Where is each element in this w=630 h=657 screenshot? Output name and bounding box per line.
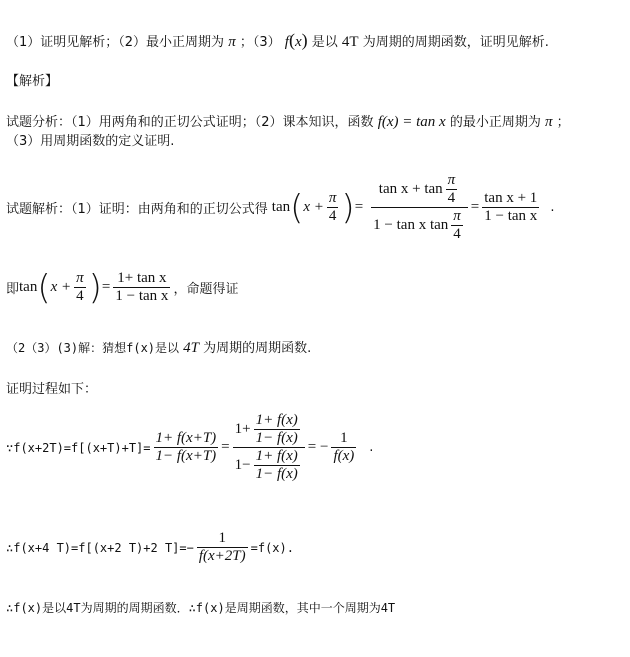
- pi-over-4: [74, 270, 86, 305]
- solution-lead: 试题解析：（1）证明：由两角和的正切公式得: [6, 202, 268, 217]
- pi-symbol: π: [228, 34, 236, 50]
- result-num: tan x + 1: [484, 190, 538, 206]
- right-paren: ): [88, 267, 102, 308]
- frac-num: 1+ f(x): [255, 412, 298, 428]
- conclusion: ∴f(x)是以4T为周期的周期函数．∴f(x)是周期函数，其中一个周期为4T: [6, 601, 396, 615]
- compound-num: [233, 412, 305, 447]
- frac-den: 1− f(x): [255, 430, 298, 446]
- solution-line: [6, 172, 554, 243]
- one-minus: 1−: [234, 457, 251, 473]
- pi-over-4: [327, 190, 339, 225]
- frac-fxT: [154, 430, 219, 465]
- four-t: 4T: [341, 34, 359, 50]
- ji-fraction: [113, 270, 170, 305]
- frac-den: 4: [328, 208, 337, 224]
- compound-fraction: [233, 412, 305, 483]
- frac-num: 1: [340, 430, 348, 446]
- frac-den: 4: [453, 226, 461, 242]
- big-fraction-num: [377, 172, 462, 207]
- frac-num: 1: [218, 530, 226, 546]
- proof2-fraction: [197, 530, 248, 565]
- ji-line: [6, 267, 239, 308]
- ji-num: 1+ tan x: [117, 270, 167, 286]
- equals: =: [470, 199, 480, 215]
- frac-num: π: [328, 190, 337, 206]
- proof-line-1: [6, 412, 373, 483]
- analysis-line-2: （3）用周期函数的定义证明.: [6, 134, 175, 149]
- frac-num: 1+ f(x): [255, 448, 298, 464]
- analysis-function: f(x) = tan x: [377, 114, 446, 130]
- proof2-lead: ∴f(x+4 T)=f[(x+2 T)+2 T]=−: [6, 540, 194, 555]
- ji-tail: ，命题得证: [173, 282, 239, 297]
- answer-part4: 为周期的周期函数，证明见解析.: [362, 35, 549, 50]
- frac-num: π: [453, 208, 461, 224]
- analysis-line-1: [6, 111, 570, 131]
- frac-num: π: [447, 172, 456, 188]
- proof1-lead: ∵f(x+2T)=f[(x+T)+T]=: [6, 440, 151, 455]
- left-paren: (: [37, 267, 51, 308]
- answer-part1: （1）证明见解析；（2）最小正周期为: [6, 35, 225, 50]
- pi-over-4-num: [446, 172, 458, 207]
- big-fraction: [371, 172, 468, 243]
- compound-den: [233, 447, 305, 483]
- ji-lead: 即: [6, 282, 20, 297]
- analysis-pi: π: [545, 114, 553, 130]
- proof-label: 证明过程如下：: [6, 382, 98, 397]
- equals: =: [354, 199, 364, 215]
- frac-den: f(x+2T): [198, 548, 246, 564]
- guess-line: [6, 337, 311, 357]
- frac-den: 4: [447, 190, 456, 206]
- left-paren: (: [290, 187, 304, 228]
- x-symbol: x: [294, 34, 302, 50]
- tan-func: tan: [271, 199, 291, 215]
- analysis-text-c: ；: [556, 115, 570, 130]
- x-plus: x +: [303, 199, 324, 215]
- frac-num: π: [76, 270, 84, 286]
- frac-den: 1− f(x): [255, 466, 298, 482]
- guess-text: （2（3）(3)解：猜想f(x)是以: [6, 341, 180, 355]
- frac-den: 1− f(x+T): [155, 448, 217, 464]
- proof2-tail: =f(x).: [250, 540, 294, 555]
- answer-part3: 是以: [311, 35, 338, 50]
- right-paren: ): [341, 187, 355, 228]
- pi-over-4-den: [451, 208, 463, 243]
- big-fraction-den: [371, 207, 468, 243]
- f-symbol: f: [284, 34, 289, 50]
- frac-num: 1+ f(x+T): [155, 430, 217, 446]
- guess-tail: 为周期的周期函数.: [203, 341, 312, 356]
- period: .: [550, 200, 555, 215]
- equals-minus: = −: [307, 439, 329, 455]
- equals: =: [221, 439, 230, 455]
- proof-line-2: [6, 530, 294, 565]
- answer-part2: ；（3）: [239, 35, 281, 50]
- result-fraction: [482, 190, 539, 225]
- x-plus: x +: [50, 279, 72, 295]
- inner-fraction: [254, 412, 300, 447]
- den-text: 1 − tan x tan: [373, 217, 449, 233]
- answer-line: （1）证明见解析；（2）最小正周期为 π ；（3） f(x) 是以 4T 为周期的周期函数，证明见解析.: [6, 30, 549, 50]
- tan-func: tan: [19, 279, 38, 295]
- period: .: [369, 440, 374, 455]
- result-den: 1 − tan x: [484, 208, 538, 224]
- inner-fraction: [254, 448, 300, 483]
- ji-den: 1 − tan x: [115, 288, 169, 304]
- analysis-text-a: 试题分析：（1）用两角和的正切公式证明；（2）课本知识，函数: [6, 115, 374, 130]
- frac-den: 4: [76, 288, 84, 304]
- equals: =: [101, 279, 111, 295]
- analysis-text-b: 的最小正周期为: [449, 115, 541, 130]
- num-text: tan x + tan: [378, 181, 443, 197]
- one-plus: 1+: [234, 421, 251, 437]
- frac-den: f(x): [333, 448, 355, 464]
- reciprocal-fraction: [331, 430, 356, 465]
- four-t: 4T: [183, 340, 200, 356]
- jiexi-heading: 【解析】: [6, 74, 59, 89]
